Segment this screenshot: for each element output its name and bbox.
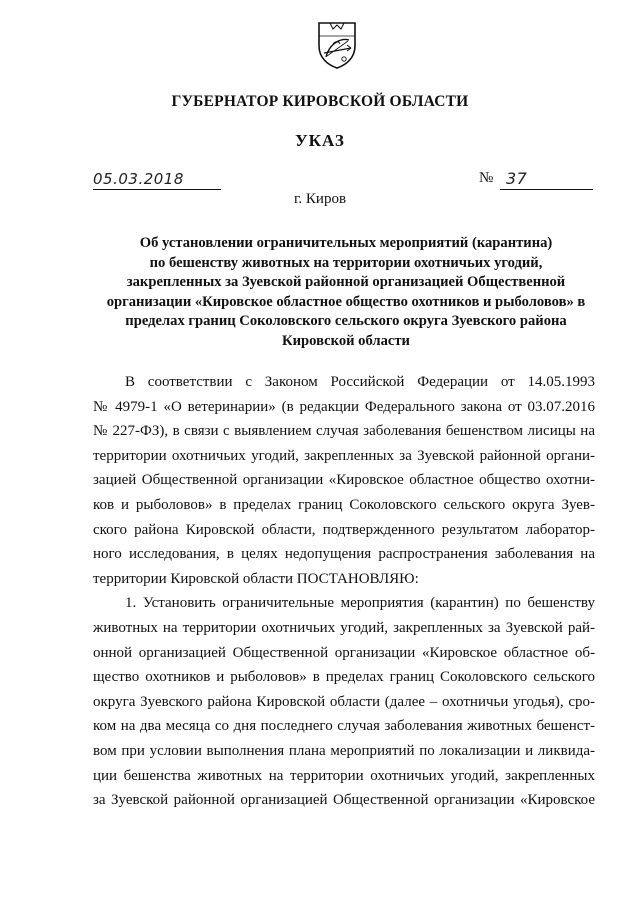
handwritten-date: 05.03.2018: [93, 170, 184, 188]
body-line: щество охотников и рыболовов» в пределах границ Соколовского сельского: [93, 669, 595, 686]
body-line: ного исследования, в целях недопущения распространения заболевания на: [93, 546, 595, 563]
body-line: зацией Общественной организации «Кировское областное общество охотни-: [93, 472, 595, 489]
body-line: животных на территории охотничьих угодий, закрепленных за Зуевской рай-: [93, 619, 595, 636]
decree-body: [93, 370, 595, 813]
title-line: закрепленных за Зуевской районной организацией Общественной: [126, 274, 566, 290]
body-line: 1. Установить ограничительные мероприятия (карантин) по бешенству: [125, 595, 595, 612]
date-line: [93, 165, 221, 190]
body-line: ции бешенства животных на территории охотничьих угодий, закрепленных: [93, 767, 595, 784]
title-line: Кировской области: [282, 332, 410, 349]
number-line: [500, 165, 593, 190]
body-line: за Зуевской районной организацией Общественной организации «Кировское: [93, 792, 595, 809]
body-line: онной организацией Общественной организации «Кировское областное об-: [93, 644, 595, 661]
title-line: пределах границ Соколовского сельского округа Зуевского района: [125, 313, 567, 329]
body-line: округа Зуевского района Кировской области (далее – охотничьи угодья), сро-: [93, 693, 595, 710]
title-line: организации «Кировское областное общество охотников и рыболовов» в: [106, 293, 586, 310]
issuer-heading: ГУБЕРНАТОР КИРОВСКОЙ ОБЛАСТИ: [171, 93, 469, 110]
body-line: ского района Кировской области, подтвержденного результатом лаборатор-: [93, 521, 595, 538]
title-line: Об установлении ограничительных мероприятий (карантина): [139, 235, 553, 251]
body-line: ком на два месяца со дня последнего случая заболевания животных бешенст-: [93, 718, 595, 735]
decree-title: [96, 234, 596, 351]
coat-of-arms-icon: [316, 20, 358, 70]
title-line: по бешенству животных на территории охотничьих угодий,: [149, 254, 543, 271]
body-line: № 4979-1 «О ветеринарии» (в редакции Федерального закона от 03.07.2016: [93, 398, 595, 415]
handwritten-number: 37: [506, 169, 528, 188]
body-line: В соответствии с Законом Российской Федерации от 14.05.1993: [125, 374, 595, 390]
document-type-heading: УКАЗ: [295, 131, 345, 150]
city-label: г. Киров: [293, 191, 347, 207]
number-label: №: [479, 170, 494, 186]
body-line: территории охотничьих угодий, закрепленных за Зуевской районной органи-: [93, 447, 595, 464]
body-line: № 227-ФЗ), в связи с выявлением случая заболевания бешенством лисицы на: [93, 423, 595, 440]
body-line: ков и рыболовов» в пределах границ Соколовского сельского округа Зуев-: [93, 496, 595, 513]
body-line: территории Кировской области ПОСТАНОВЛЯЮ:: [93, 570, 419, 587]
body-line: вом при условии выполнения плана мероприятий по локализации и ликвида-: [93, 742, 595, 759]
